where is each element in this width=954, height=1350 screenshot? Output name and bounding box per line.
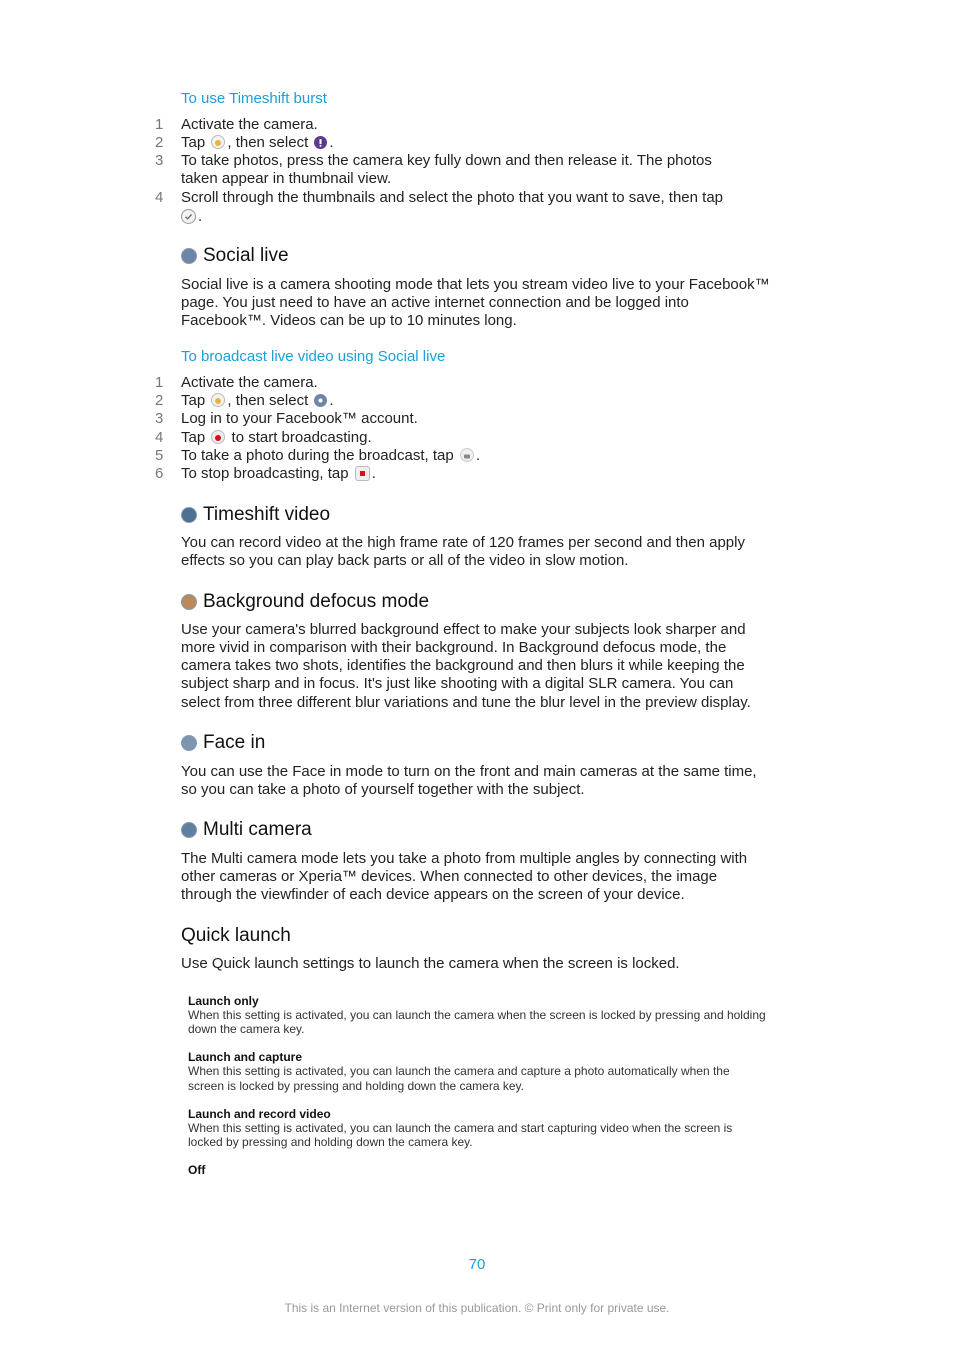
step-number: 3	[155, 152, 164, 169]
section-title-text: Face in	[203, 732, 266, 753]
step-text-part: to start broadcasting.	[231, 429, 372, 446]
multi-camera-icon	[181, 822, 197, 838]
step-number: 2	[155, 392, 164, 409]
paragraph-line: The Multi camera mode lets you take a photo from multiple angles by connecting with	[181, 850, 748, 867]
page-number: 70	[468, 1256, 486, 1273]
option-description: down the camera key.	[188, 1022, 305, 1036]
step-text	[181, 429, 372, 447]
quick-launch-intro: Use Quick launch settings to launch the camera when the screen is locked.	[181, 955, 680, 972]
paragraph-line: more vivid in comparison with their background. In Background defocus mode, the	[181, 639, 727, 656]
paragraph-line: page. You just need to have an active internet connection and be logged into	[181, 294, 689, 311]
option-description: screen is locked by pressing and holding down the camera key.	[188, 1079, 524, 1093]
step-text	[181, 392, 334, 410]
camera-mode-selector-icon	[211, 393, 225, 407]
paragraph-line: Social live is a camera shooting mode that lets you stream video live to your Facebook™	[181, 276, 770, 293]
step-text: Scroll through the thumbnails and select the photo that you want to save, then tap	[181, 189, 724, 206]
step-text-part: , then select	[227, 392, 309, 409]
step-text	[181, 447, 480, 465]
section-title-face-in	[181, 732, 265, 754]
checkmark-icon	[181, 209, 196, 224]
option-title: Off	[188, 1163, 206, 1177]
paragraph-line: camera takes two shots, identifies the background and then blurs it while keeping the	[181, 657, 745, 674]
section-title-text: Background defocus mode	[203, 591, 430, 612]
social-live-icon	[181, 248, 197, 264]
step-text-part: To take a photo during the broadcast, tap	[181, 447, 454, 464]
step-number: 4	[155, 189, 164, 206]
step-text: Activate the camera.	[181, 374, 318, 391]
section-title-text: Timeshift video	[203, 504, 331, 525]
step-number: 4	[155, 429, 164, 446]
step-number: 1	[155, 374, 164, 391]
broadcast-heading: To broadcast live video using Social live	[181, 348, 446, 365]
section-title-timeshift-video	[181, 504, 330, 526]
step-number: 2	[155, 134, 164, 151]
paragraph-line: You can record video at the high frame rate of 120 frames per second and then apply	[181, 534, 745, 551]
step-text-part: .	[329, 392, 334, 409]
paragraph-line: Facebook™. Videos can be up to 10 minutes long.	[181, 312, 517, 329]
step-number: 5	[155, 447, 164, 464]
option-title: Launch only	[188, 994, 259, 1008]
step-text-part: Tap	[181, 429, 206, 446]
section-title-quick-launch: Quick launch	[181, 925, 291, 946]
timeshift-burst-heading: To use Timeshift burst	[181, 90, 327, 107]
step-text-part: Tap	[181, 134, 206, 151]
step-text-part: .	[329, 134, 334, 151]
timeshift-burst-icon	[314, 136, 327, 149]
stop-icon	[355, 466, 370, 481]
section-title-multi-camera	[181, 819, 312, 841]
step-text	[181, 208, 202, 226]
step-number: 6	[155, 465, 164, 482]
step-text-part: , then select	[227, 134, 309, 151]
face-in-icon	[181, 735, 197, 751]
option-title: Launch and capture	[188, 1050, 303, 1064]
step-text: Log in to your Facebook™ account.	[181, 410, 418, 427]
footer-notice: This is an Internet version of this publication. © Print only for private use.	[284, 1301, 670, 1315]
step-text: To take photos, press the camera key fully down and then release it. The photos	[181, 152, 712, 169]
paragraph-line: other cameras or Xperia™ devices. When connected to other devices, the image	[181, 868, 718, 885]
section-title-social-live	[181, 245, 289, 267]
option-description: When this setting is activated, you can launch the camera and start capturing video when the screen is	[188, 1121, 733, 1135]
step-number: 3	[155, 410, 164, 427]
step-text-part: .	[371, 465, 376, 482]
camera-capture-icon	[460, 448, 474, 462]
step-text-part: Tap	[181, 392, 206, 409]
record-icon	[211, 430, 225, 444]
option-description: locked by pressing and holding down the camera key.	[188, 1135, 473, 1149]
option-description: When this setting is activated, you can launch the camera when the screen is locked by pressing and holding	[188, 1008, 766, 1022]
step-number: 1	[155, 116, 164, 133]
paragraph-line: so you can take a photo of yourself together with the subject.	[181, 781, 585, 798]
paragraph-line: through the viewfinder of each device appears on the screen of your device.	[181, 886, 685, 903]
camera-mode-selector-icon	[211, 135, 225, 149]
step-text-part: .	[198, 208, 203, 225]
section-title-background-defocus	[181, 591, 429, 613]
timeshift-video-icon	[181, 507, 197, 523]
section-title-text: Social live	[203, 245, 289, 266]
option-title: Launch and record video	[188, 1107, 331, 1121]
paragraph-line: subject sharp and in focus. It's just like shooting with a digital SLR camera. You can	[181, 675, 734, 692]
paragraph-line: effects so you can play back parts or all of the video in slow motion.	[181, 552, 629, 569]
step-text-part: .	[475, 447, 481, 464]
step-text	[181, 465, 376, 483]
section-title-text: Multi camera	[203, 819, 312, 840]
paragraph-line: select from three different blur variations and tune the blur level in the preview display.	[181, 694, 751, 711]
option-description: When this setting is activated, you can launch the camera and capture a photo automatically when the	[188, 1064, 730, 1078]
social-live-icon	[314, 394, 327, 407]
step-text: Activate the camera.	[181, 116, 318, 133]
paragraph-line: You can use the Face in mode to turn on the front and main cameras at the same time,	[181, 763, 757, 780]
step-text: taken appear in thumbnail view.	[181, 170, 392, 187]
step-text-part: To stop broadcasting, tap	[181, 465, 349, 482]
step-text	[181, 134, 334, 152]
paragraph-line: Use your camera's blurred background effect to make your subjects look sharper and	[181, 621, 746, 638]
background-defocus-icon	[181, 594, 197, 610]
